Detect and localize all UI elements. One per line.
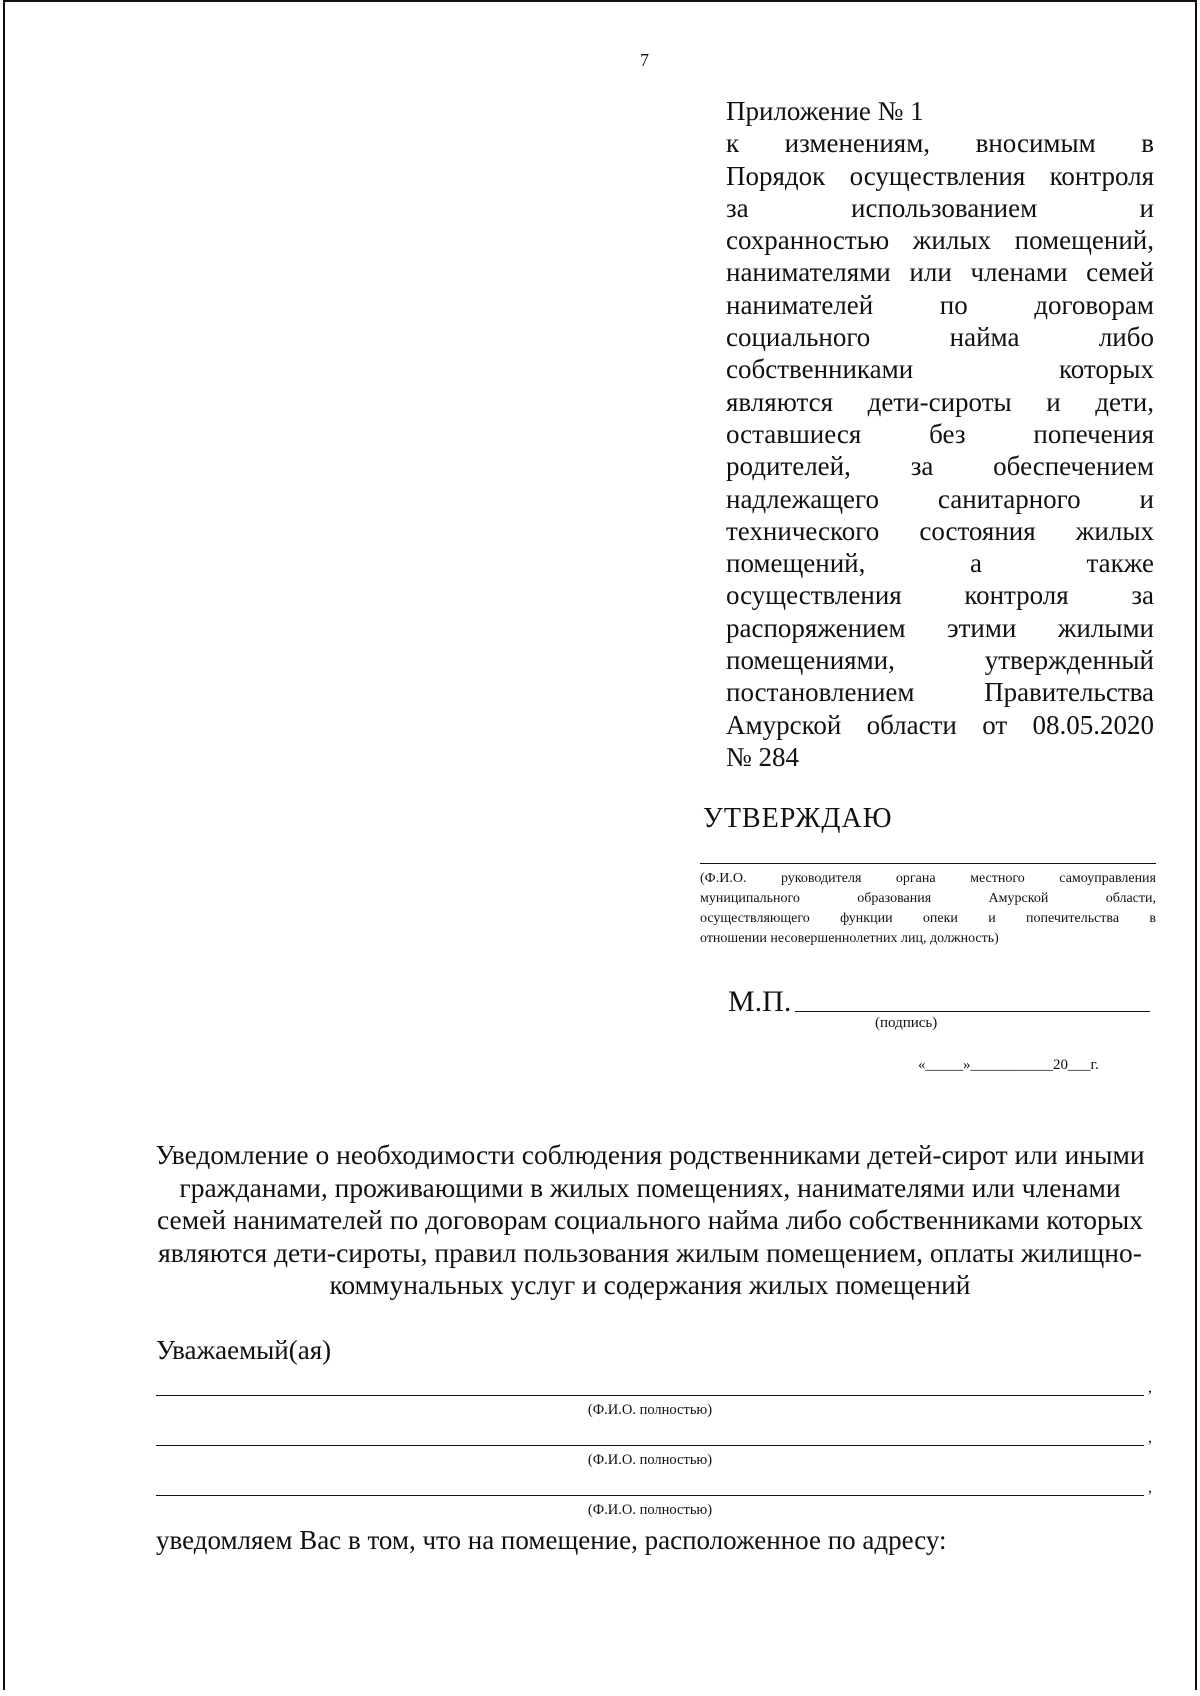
appendix-line: собственниками которых: [726, 354, 1154, 385]
appendix-line: помещений, а также: [726, 548, 1154, 579]
appendix-line: надлежащего санитарного и: [726, 483, 1154, 514]
signature-field[interactable]: [795, 1011, 1150, 1012]
appendix-line: помещениями, утвержденный: [726, 645, 1154, 676]
stamp-label: М.П.: [728, 985, 792, 1018]
appendix-line: технического состояния жилых: [726, 515, 1154, 546]
appendix-line: оставшиеся без попечения: [726, 418, 1154, 449]
appendix-line: за использованием и: [726, 192, 1154, 223]
greeting: Уважаемый(ая): [156, 1335, 332, 1365]
signature-caption: (подпись): [875, 1015, 938, 1031]
recipient-name-field[interactable]: [156, 1495, 1144, 1496]
recipient-name-caption: (Ф.И.О. полностью): [587, 1452, 713, 1468]
appendix-line: Амурской области от 08.05.2020: [726, 709, 1154, 740]
appendix-line: являются дети-сироты и дети,: [726, 386, 1154, 417]
appendix-title: Приложение № 1: [726, 96, 924, 126]
approval-heading: УТВЕРЖДАЮ: [703, 803, 893, 834]
appendix-line: социального найма либо: [726, 322, 1154, 353]
appendix-line: нанимателей по договорам: [726, 289, 1154, 320]
recipient-name-field[interactable]: [156, 1445, 1144, 1446]
appendix-line: осуществления контроля за: [726, 580, 1154, 611]
appendix-line: нанимателями или членами семей: [726, 257, 1154, 288]
appendix-line: № 284: [726, 741, 800, 772]
notice-title: Уведомление о необходимости соблюдения родственниками детей-сирот или иными гражданами, проживающими в жилых помещениях, нанимателями или членами семей нанимателей по договорам социального найма либо собственниками которых являются дети-сироты, правил пользования жилым помещением, оплаты жилищно-коммунальных услуг и содержания жилых помещений: [155, 1139, 1145, 1300]
approver-name-field[interactable]: [700, 863, 1156, 864]
appendix-line: постановлением Правительства: [726, 677, 1154, 708]
appendix-line: Порядок осуществления контроля: [726, 160, 1154, 191]
page-number: 7: [640, 50, 649, 70]
appendix-line: к изменениям, вносимым в: [726, 128, 1154, 159]
recipient-name-row[interactable]: [156, 1379, 1156, 1435]
recipient-name-comma: ,: [1148, 1429, 1152, 1446]
recipient-name-comma: ,: [1148, 1379, 1152, 1396]
date-field[interactable]: «_____»___________20___г.: [918, 1057, 1099, 1073]
approver-caption-line: (Ф.И.О. руководителя органа местного самоуправления: [700, 871, 1156, 886]
recipient-name-caption: (Ф.И.О. полностью): [587, 1402, 713, 1418]
recipient-name-row[interactable]: [156, 1429, 1156, 1485]
appendix-line: родителей, за обеспечением: [726, 451, 1154, 482]
appendix-line: сохранностью жилых помещений,: [726, 225, 1154, 256]
recipient-name-field[interactable]: [156, 1395, 1144, 1396]
recipient-name-comma: ,: [1148, 1479, 1152, 1496]
approver-caption-line: осуществляющего функции опеки и попечительства в: [700, 911, 1156, 926]
address-intro: уведомляем Вас в том, что на помещение, расположенное по адресу:: [156, 1525, 947, 1555]
approver-caption-line: отношении несовершеннолетних лиц, должность): [700, 931, 999, 946]
approver-caption-line: муниципального образования Амурской области,: [700, 891, 1156, 906]
recipient-name-caption: (Ф.И.О. полностью): [587, 1502, 713, 1518]
approver-caption: [700, 869, 1156, 949]
appendix-block: [726, 95, 1154, 773]
appendix-line: распоряжением этими жилыми: [726, 612, 1154, 643]
